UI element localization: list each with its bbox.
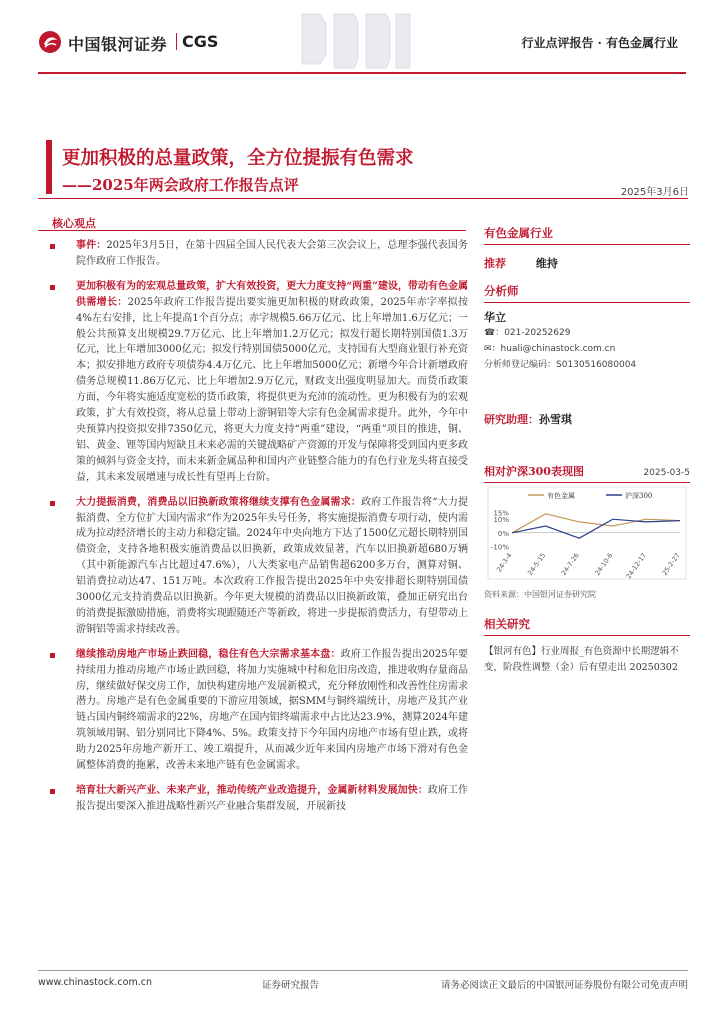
assistant-name: 孙雪琪 [539,413,572,426]
series-line [512,519,680,538]
core-bullets [48,238,468,824]
bullet-text: 政府工作报告提出要深入推进战略性新兴产业融合集群发展，开展新技 [76,785,469,812]
x-tick-label: 24-10-6 [593,551,615,577]
x-tick-label: 24-3-4 [494,551,514,574]
footer-divider [38,970,688,971]
bullet-text: 政府工作报告提出2025年要持续用力推动房地产市场止跌回稳，将加力实施城中村和危旧房改造，推进收购存量商品房，继续做好保交房工作，加快构建房地产发展新模式，充分释放刚性和改善性住房需求潜力。房地产是有色金属重要的下游应用领域，据SMM与铜终端统计，房地产及其产业链占国内铜终端需求的22%，房地产在国内铝终端需求中占比达23.9%，测算2024年建筑领域用铜、铝分别同比下降4%、5%。政策支持下今年国内房地产市场有望止跌，或将助力2025年房地产新开工、竣工端提升，从而减少近年来国内房地产市场下滑对有色金属整体消费的拖累，改善未来地产链有色金属需求。 [76,648,469,772]
title-accent-bar [46,140,52,194]
bullet-icon [50,501,55,506]
performance-chart [484,483,690,583]
cgs-logo-icon [38,30,62,54]
header-divider [38,72,686,74]
y-tick-label: 10% [493,516,509,525]
x-tick-label: 24-7-26 [559,551,581,577]
analyst-heading: 分析师 [484,283,690,303]
title-divider [38,198,688,199]
assistant-row [484,411,690,427]
page-header [0,0,724,80]
footer-disclaimer: 请务必阅读正文最后的中国银河证券股份有限公司免责声明 [440,980,688,991]
bullet-icon [50,285,55,290]
bullet-text: 政府工作报告将“大力提振消费、全方位扩大国内需求”作为2025年头号任务，将实施提振消费专项行动，使内需成为拉动经济增长的主动力和稳定锚。2024年中央向地方下达了1500亿元超长期特别国债资金，支持各地积极实施消费品以旧换新，政策成效显著，汽车以旧换新超680万辆（其中新能源汽车占比超过47.6%），八大类家电产品销售超6200多万台，测算对铜、铝消费拉动达47、151万吨。本次政府工作报告提出2025年中央安排超长期特别国债3000亿元支持消费品以旧换新。今年更大规模的消费品以旧换新政策，叠加正研究出台的消费提振激励措施，消费将实现跟随还产等新政，将进一步提振消费活力，有望带动上游铜铝等需求持续改善。 [76,496,468,635]
assistant-label: 研究助理： [484,413,539,426]
legend-label: 有色金属 [547,492,575,500]
bullet-lead: 大力提振消费，消费品以旧换新政策将继续支撑有色金属需求： [76,496,362,508]
list-item [48,495,468,638]
analyst-cert: 分析师登记编码：S0130516080004 [484,360,637,370]
related-report-link[interactable]: 【银河有色】行业周报_有色资源中长期逻辑不变，阶段性调整（金）后有望走出 20250302 [484,646,679,673]
y-tick-label: -10% [490,543,509,552]
chart-date: 2025-03-5 [643,468,690,478]
legend-label: 沪深300 [625,492,653,500]
bullet-icon [50,653,55,658]
list-item [48,279,468,486]
bullet-lead: 培育壮大新兴产业、未来产业，推动传统产业改造提升，金属新材料发展加快： [76,785,428,796]
chart-heading-row [484,463,690,483]
footer-center: 证券研究报告 [262,980,320,991]
industry-heading: 有色金属行业 [484,225,690,245]
series-line [512,514,680,533]
x-tick-label: 24-12-17 [624,551,649,581]
watermark-graphic [296,8,416,73]
analyst-name: 华立 [484,311,506,324]
x-tick-label: 24-5-15 [526,551,548,577]
page-title: 更加积极的总量政策，全方位提振有色需求 [62,148,414,169]
bullet-lead: 继续推动房地产市场止跌回稳，稳住有色大宗需求基本盘： [76,648,341,660]
rating-value: 维持 [535,257,558,270]
analyst-phone: ☎：021-20252629 [484,328,571,338]
bullet-icon [50,244,55,249]
bullet-lead: 事件： [76,240,107,251]
bullet-lead: 更加积极有为的宏观总量政策，扩大有效投资，更大力度支持“两重”建设，带动有色金属供需增长： [76,280,468,308]
core-divider [38,230,466,231]
y-tick-label: 15% [493,509,509,518]
logo-divider [176,33,177,50]
page-subtitle: ——2025年两会政府工作报告点评 [62,176,299,194]
core-heading: 核心观点 [52,217,96,230]
chart-heading: 相对沪深300表现图 [484,465,584,478]
y-tick-label: 0% [497,529,509,538]
rating-label: 推荐 [484,257,506,270]
sidebar [484,225,690,676]
related-heading: 相关研究 [484,616,690,636]
x-tick-label: 25-2-27 [660,551,682,577]
report-type: 行业点评报告 · 有色金属行业 [521,36,678,50]
logo-text: 中国银河证券 [68,35,168,54]
list-item [48,647,468,774]
bullet-icon [50,789,55,794]
list-item [48,238,468,270]
analyst-email[interactable]: ✉：huali@chinastock.com.cn [484,344,616,354]
chart-source: 资料来源：中国银河证券研究院 [484,590,596,599]
rating-row [484,255,690,271]
list-item [48,783,468,815]
bullet-text: 2025年政府工作报告提出要实施更加积极的财政政策，2025年赤字率拟按4%左右安排，比上年提高1个百分点；赤字规模5.66万亿元、比上年增加1.6万亿元；一般公共预算支出规模29.7万亿元、比上年增加1.2万亿元；拟发行超长期特别国债1.3万亿元，比上年增加3000亿元；拟发行特别国债5000亿元，支持国有大型商业银行补充资本；拟安排地方政府专项债券4.4万亿元、比上年增加5000亿元；新增今年合计新增政府债务总规模11.86万亿元、比上年增加2.9万亿元，财政支出强度明显加大。而货币政策方面，今年将实施适度宽松的货币政策，将提供更为充沛的流动性。更为积极有为的宏观政策，扩大有效投资，将从总量上带动上游铜铝等大宗有色金属需求提升。此外，今年中央预算内投资拟安排7350亿元，将更大力度支持“两重”建设，“两重”项目的推进，铜、铝、黄金、锂等国内短缺且未来必需的关键战略矿产资源的开发与保障将受到国内更多政策的倾斜与资金支持，而未来新金属品种和国内产业链整合能力的有色行业龙头将直接受益，其未来发展增速与成长性有望再上台阶。 [76,296,469,483]
logo-cgs: CGS [182,32,219,51]
footer-website[interactable]: www.chinastock.com.cn [38,977,152,988]
report-date: 2025年3月6日 [620,187,689,198]
bullet-text: 2025年3月5日，在第十四届全国人民代表大会第三次会议上，总理李强代表国务院作政府工作报告。 [76,240,468,267]
